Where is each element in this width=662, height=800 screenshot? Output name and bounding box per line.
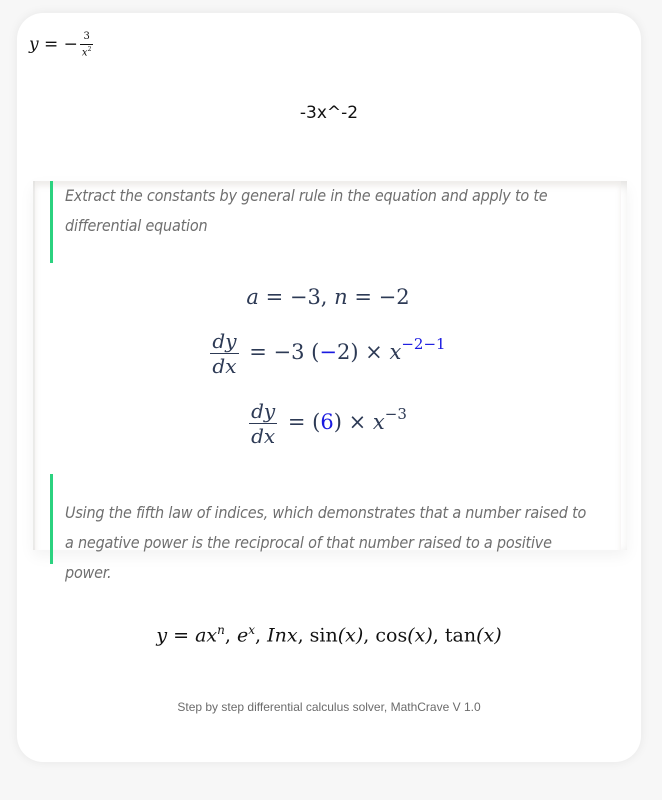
const-a-var: a [246,285,259,309]
fn-sin-arg: (x) [337,624,364,647]
fn-ax: ax [195,624,218,647]
fn-n: n [217,623,225,637]
dy-dx-fraction [249,401,277,446]
fn-comma: , [255,624,262,647]
fn-tan-arg: (x) [476,624,502,647]
simplified-x: x [372,410,385,434]
dy-numerator: dy [212,329,237,353]
fn-comma: , [297,624,304,647]
eq-den-base: x [81,47,88,59]
fn-comma: , [224,624,231,647]
deriv-x: x [389,340,402,364]
deriv-power: 2 [336,340,351,364]
eq-fraction [80,32,93,58]
fn-cos: cos [375,624,408,647]
solver-card [17,13,641,762]
deriv-exp-b: −1 [423,335,446,353]
dx-denominator: dx [212,354,237,378]
header-equation [29,32,93,58]
fn-cos-arg: (x) [407,624,433,647]
eq-equals: = [44,34,59,55]
simplified-exponent: −3 [384,405,407,423]
dx-denominator: dx [251,424,276,448]
eq-den-exp: 2 [87,46,92,53]
step-constants-line [35,285,621,309]
step-derivative-line [35,331,621,376]
deriv-exp-a: −2 [401,335,424,353]
fn-ex: x [248,623,256,637]
deriv-exponent [401,335,445,353]
const-a-value: = −3, [265,285,328,309]
fn-comma: , [363,624,370,647]
solution-steps-panel[interactable] [33,181,627,582]
supported-functions [17,623,641,646]
step-note-indices: Using the fifth law of indices, which demonstrates that a number raised to a negative power is the reciprocal of that number raised to a positive power. [50,474,595,564]
input-expression: -3x^-2 [299,103,359,123]
const-n-var: n [334,285,348,309]
step-simplified-line [35,401,621,446]
footer-credit: Step by step differential calculus solver, MathCrave V 1.0 [177,700,481,714]
eq-denominator [80,45,93,58]
step-note-constants: Extract the constants by general rule in the equation and apply to te differential equation [50,181,595,263]
deriv-neg-sign: − [319,340,337,364]
const-n-value: = −2 [354,285,410,309]
fn-comma: , [432,624,439,647]
eq-sign: − [63,34,78,55]
dy-numerator: dy [251,399,276,423]
simplified-times: ) × [333,410,367,434]
fn-e: e [236,624,249,647]
deriv-coefficient: = −3 ( [249,340,320,364]
deriv-times: ) × [350,340,383,364]
fn-equals: = [173,624,190,647]
eq-numerator: 3 [80,32,93,45]
dy-dx-fraction [210,331,238,376]
fn-tan: tan [444,624,477,647]
simplified-coefficient: 6 [320,410,334,434]
fn-y: y [156,624,168,647]
eq-lhs: y [29,34,39,55]
simplified-open: = ( [287,410,321,434]
steps-scroll-area [35,181,621,582]
fn-sin: sin [309,624,338,647]
fn-ln: Inx [267,624,298,647]
